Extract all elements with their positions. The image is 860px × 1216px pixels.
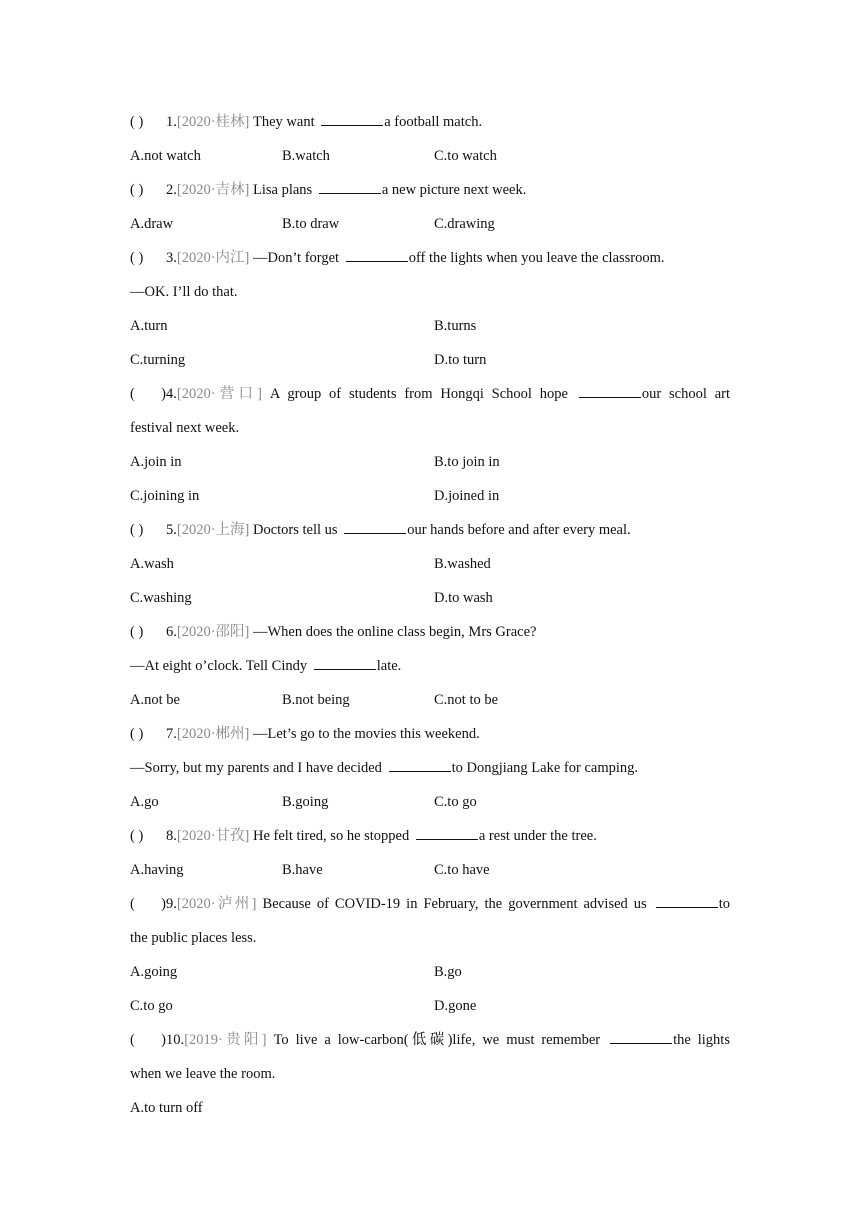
question-number: 1.: [166, 114, 177, 130]
answer-paren[interactable]: ( ): [130, 114, 144, 130]
fill-blank[interactable]: [319, 181, 381, 194]
options-row: [130, 955, 730, 989]
option-a[interactable]: A.to turn off: [130, 1100, 203, 1116]
reply-text: —At eight o’clock. Tell Cindy: [130, 658, 311, 674]
fill-blank[interactable]: [346, 249, 408, 262]
question-text: Because of COVID-19 in February, the government advised us: [256, 896, 653, 912]
option-c[interactable]: C.not to be: [434, 692, 499, 708]
question-text-after: the lights: [673, 1032, 730, 1048]
options-row: [130, 139, 730, 173]
question-text: To live a low-carbon(低碳)life, we must remember: [266, 1032, 608, 1048]
fill-blank[interactable]: [579, 385, 641, 398]
question-text: Lisa plans: [249, 182, 316, 198]
options-row: [130, 853, 730, 887]
option-b[interactable]: B.to draw: [282, 216, 340, 232]
question-text-after: a new picture next week.: [381, 182, 527, 198]
option-c[interactable]: C.to watch: [434, 148, 497, 164]
options-row: [130, 343, 730, 377]
question-text: He felt tired, so he stopped: [249, 828, 413, 844]
question-text: —When does the online class begin, Mrs Grace?: [249, 624, 537, 640]
question-2: [130, 173, 730, 207]
question-number: 3.: [166, 250, 177, 266]
option-c[interactable]: C.drawing: [434, 216, 495, 232]
question-3: [130, 241, 730, 275]
question-text: A group of students from Hongqi School hope: [262, 386, 576, 402]
answer-paren[interactable]: ( ): [130, 1032, 166, 1048]
question-1: [130, 105, 730, 139]
option-a[interactable]: A.join in: [130, 454, 182, 470]
option-d[interactable]: D.gone: [434, 998, 477, 1014]
option-a[interactable]: A.not be: [130, 692, 180, 708]
option-c[interactable]: C.to have: [434, 862, 490, 878]
question-text-after: our hands before and after every meal.: [407, 522, 631, 538]
options-row: [130, 445, 730, 479]
option-a[interactable]: A.wash: [130, 556, 174, 572]
answer-paren[interactable]: ( ): [130, 726, 144, 742]
option-a[interactable]: A.having: [130, 862, 184, 878]
options-row: [130, 785, 730, 819]
question-text-after: to: [718, 896, 730, 912]
question-text: Doctors tell us: [249, 522, 342, 538]
reply-text: —Sorry, but my parents and I have decided: [130, 760, 386, 776]
question-number: 10.: [166, 1032, 185, 1048]
options-row: [130, 683, 730, 717]
question-4: [130, 377, 730, 411]
answer-paren[interactable]: ( ): [130, 522, 144, 538]
question-text-after: off the lights when you leave the classroom.: [408, 250, 665, 266]
option-c[interactable]: C.to go: [434, 794, 477, 810]
question-continuation: festival next week.: [130, 420, 240, 436]
fill-blank[interactable]: [321, 113, 383, 126]
question-number: 9.: [166, 896, 177, 912]
question-5: [130, 513, 730, 547]
question-number: 7.: [166, 726, 177, 742]
fill-blank[interactable]: [314, 657, 376, 670]
question-source: [2020·泸州]: [176, 896, 257, 912]
reply-text-after: to Dongjiang Lake for camping.: [451, 760, 638, 776]
question-source: [2020·营口]: [176, 386, 263, 402]
option-a[interactable]: A.draw: [130, 216, 174, 232]
dialogue-reply: [130, 649, 730, 683]
question-number: 2.: [166, 182, 177, 198]
question-7: [130, 717, 730, 751]
question-source: [2019·贵阳]: [184, 1032, 267, 1048]
question-text-after: a football match.: [384, 114, 483, 130]
option-b[interactable]: B.washed: [434, 556, 491, 572]
question-continuation: the public places less.: [130, 930, 257, 946]
answer-paren[interactable]: ( ): [130, 250, 144, 266]
option-d[interactable]: D.to turn: [434, 352, 487, 368]
question-source: [2020·桂林]: [176, 114, 250, 130]
options-row: [130, 547, 730, 581]
answer-paren[interactable]: ( ): [130, 386, 166, 402]
dialogue-reply: [130, 751, 730, 785]
question-text-after: a rest under the tree.: [478, 828, 597, 844]
fill-blank[interactable]: [610, 1031, 672, 1044]
question-number: 8.: [166, 828, 177, 844]
options-row: [130, 1091, 730, 1125]
dialogue-reply: —OK. I’ll do that.: [130, 284, 238, 300]
question-8: [130, 819, 730, 853]
option-c[interactable]: C.joining in: [130, 488, 200, 504]
options-row: [130, 309, 730, 343]
fill-blank[interactable]: [416, 827, 478, 840]
answer-paren[interactable]: ( ): [130, 896, 166, 912]
option-b[interactable]: B.going: [282, 794, 329, 810]
option-a[interactable]: A.going: [130, 964, 178, 980]
option-c[interactable]: C.to go: [130, 998, 173, 1014]
option-a[interactable]: A.turn: [130, 318, 168, 334]
fill-blank[interactable]: [656, 895, 718, 908]
question-source: [2020·甘孜]: [176, 828, 250, 844]
question-source: [2020·内江]: [176, 250, 250, 266]
question-number: 6.: [166, 624, 177, 640]
option-b[interactable]: B.not being: [282, 692, 350, 708]
question-number: 4.: [166, 386, 177, 402]
option-b[interactable]: B.have: [282, 862, 323, 878]
question-source: [2020·邵阳]: [176, 624, 250, 640]
question-text-after: our school art: [641, 386, 730, 402]
options-row: [130, 989, 730, 1023]
options-row: [130, 207, 730, 241]
question-source: [2020·吉林]: [176, 182, 250, 198]
question-10: [130, 1023, 730, 1057]
option-b[interactable]: B.to join in: [434, 454, 500, 470]
reply-text-after: late.: [376, 658, 402, 674]
option-a[interactable]: A.not watch: [130, 148, 201, 164]
question-number: 5.: [166, 522, 177, 538]
question-text: —Let’s go to the movies this weekend.: [249, 726, 480, 742]
option-b[interactable]: B.watch: [282, 148, 330, 164]
option-c[interactable]: C.washing: [130, 590, 192, 606]
option-d[interactable]: D.to wash: [434, 590, 493, 606]
options-row: [130, 479, 730, 513]
answer-paren[interactable]: ( ): [130, 624, 144, 640]
question-source: [2020·上海]: [176, 522, 250, 538]
option-b[interactable]: B.turns: [434, 318, 477, 334]
answer-paren[interactable]: ( ): [130, 182, 144, 198]
question-6: [130, 615, 730, 649]
question-text: They want: [249, 114, 319, 130]
options-row: [130, 581, 730, 615]
question-text: —Don’t forget: [249, 250, 343, 266]
question-continuation: when we leave the room.: [130, 1066, 276, 1082]
fill-blank[interactable]: [389, 759, 451, 772]
answer-paren[interactable]: ( ): [130, 828, 144, 844]
option-a[interactable]: A.go: [130, 794, 159, 810]
question-list: [130, 105, 730, 1125]
option-c[interactable]: C.turning: [130, 352, 186, 368]
question-source: [2020·郴州]: [176, 726, 250, 742]
option-b[interactable]: B.go: [434, 964, 462, 980]
question-9: [130, 887, 730, 921]
option-d[interactable]: D.joined in: [434, 488, 500, 504]
fill-blank[interactable]: [344, 521, 406, 534]
